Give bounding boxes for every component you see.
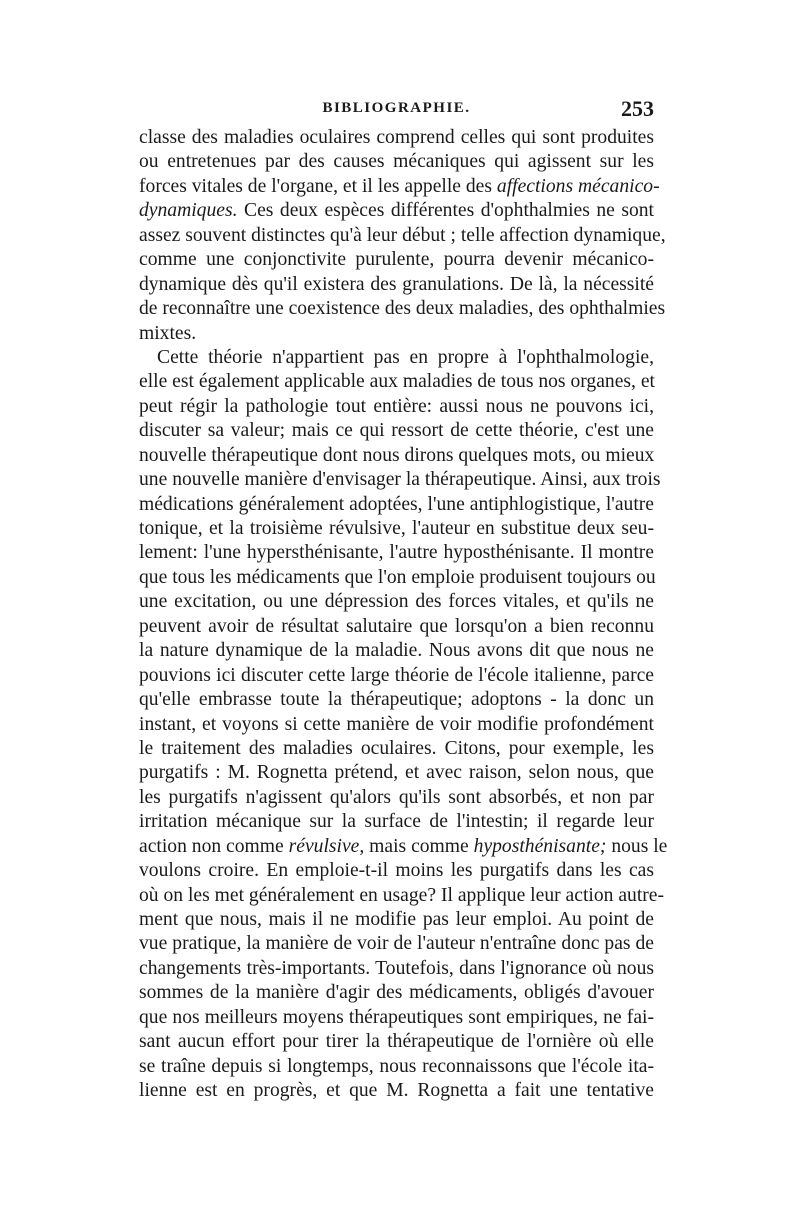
text-run: Cette théorie n'appartient pas en propre à l'ophthalmologie, bbox=[157, 346, 654, 368]
text-run: où on les met généralement en usage? Il applique leur action autre- bbox=[139, 884, 665, 906]
text-run: le traitement des maladies oculaires. Citons, pour exemple, les bbox=[139, 737, 654, 759]
text-run: mais comme bbox=[364, 835, 474, 857]
text-run: vue pratique, la manière de voir de l'auteur n'entraîne donc pas de bbox=[139, 933, 654, 955]
text-run: assez souvent distinctes qu'à leur début ; telle affection dynamique, bbox=[139, 224, 666, 246]
paragraph bbox=[139, 126, 666, 346]
text-run: se traîne depuis si longtemps, nous reconnaissons que l'école ita- bbox=[139, 1055, 654, 1077]
text-run: qu'elle embrasse toute la thérapeutique; adoptons - la donc un bbox=[139, 689, 654, 711]
text-line bbox=[139, 932, 654, 956]
text-line bbox=[139, 297, 666, 321]
text-run: pouvions ici discuter cette large théorie de l'école italienne, parce bbox=[139, 664, 654, 686]
text-run: nous le bbox=[606, 835, 668, 857]
text-run: lienne est en progrès, et que M. Rognetta a fait une tentative bbox=[139, 1080, 654, 1102]
text-run: comme une conjonctivite purulente, pourra devenir mécanico- bbox=[139, 249, 654, 271]
text-run: changements très-importants. Toutefois, dans l'ignorance où nous bbox=[139, 957, 654, 979]
text-run: peut régir la pathologie tout entière: aussi nous ne pouvons ici, bbox=[139, 395, 654, 417]
text-line bbox=[139, 468, 661, 492]
text-line bbox=[139, 957, 654, 981]
text-line bbox=[139, 493, 654, 517]
text-run: forces vitales de l'organe, et il les appelle des bbox=[139, 175, 497, 197]
text-line bbox=[139, 615, 654, 639]
text-run: nouvelle thérapeutique dont nous dirons quelques mots, ou mieux bbox=[139, 444, 655, 466]
text-run: sommes de la manière d'agir des médicaments, obligés d'avouer bbox=[139, 982, 654, 1004]
text-run: médications généralement adoptées, l'une antiphlogistique, l'autre bbox=[139, 493, 654, 515]
italic-term: révulsive, bbox=[288, 835, 365, 857]
text-run: une excitation, ou une dépression des forces vitales, et qu'ils ne bbox=[139, 591, 654, 613]
text-line bbox=[139, 444, 654, 468]
text-line bbox=[139, 1055, 654, 1079]
paragraph bbox=[139, 346, 668, 1104]
text-line bbox=[139, 370, 654, 394]
text-line bbox=[139, 859, 654, 883]
text-line bbox=[139, 419, 654, 443]
text-line bbox=[139, 224, 666, 248]
text-line bbox=[139, 664, 654, 688]
text-run: instant, et voyons si cette manière de voir modifie profondément bbox=[139, 713, 654, 735]
text-run: une nouvelle manière d'envisager la thérapeutique. Ainsi, aux trois bbox=[139, 469, 661, 491]
text-run: discuter sa valeur; mais ce qui ressort de cette théorie, c'est une bbox=[139, 420, 654, 442]
text-run: ou entretenues par des causes mécaniques qui agissent sur les bbox=[139, 151, 654, 173]
text-run: Ces deux espèces différentes d'ophthalmies ne sont bbox=[237, 200, 654, 222]
text-run: sant aucun effort pour tirer la thérapeutique de l'ornière où elle bbox=[139, 1031, 654, 1053]
text-run: mixtes. bbox=[139, 322, 197, 344]
page-number: 253 bbox=[621, 96, 654, 121]
text-run: la nature dynamique de la maladie. Nous avons dit que nous ne bbox=[139, 640, 654, 662]
text-line bbox=[139, 273, 654, 297]
text-run: action non comme bbox=[139, 835, 289, 857]
text-run: purgatifs : M. Rognetta prétend, et avec raison, selon nous, que bbox=[139, 762, 654, 784]
text-line bbox=[139, 346, 654, 370]
text-line bbox=[139, 175, 660, 199]
running-head: BIBLIOGRAPHIE. bbox=[322, 100, 471, 116]
text-line bbox=[139, 150, 654, 174]
text-run: que nos meilleurs moyens thérapeutiques sont empiriques, ne fai- bbox=[139, 1006, 654, 1028]
text-line bbox=[139, 590, 654, 614]
text-line bbox=[139, 126, 654, 150]
text-run: elle est également applicable aux maladies de tous nos organes, et bbox=[139, 371, 655, 393]
text-line bbox=[139, 981, 654, 1005]
text-run: classe des maladies oculaires comprend celles qui sont produites bbox=[139, 127, 654, 148]
text-run: irritation mécanique sur la surface de l'intestin; il regarde leur bbox=[139, 811, 654, 833]
text-run: lement: l'une hypersthénisante, l'autre hyposthénisante. Il montre bbox=[139, 542, 654, 564]
text-line bbox=[139, 639, 654, 663]
text-line bbox=[139, 517, 654, 541]
text-line bbox=[139, 1006, 654, 1030]
body-text bbox=[139, 126, 668, 1104]
text-run: de reconnaître une coexistence des deux maladies, des ophthalmies bbox=[139, 298, 666, 320]
text-line bbox=[139, 1079, 654, 1103]
text-line bbox=[139, 248, 654, 272]
italic-term: dynamiques. bbox=[139, 200, 238, 222]
text-run: dynamique dès qu'il existera des granulations. De là, la nécessité bbox=[139, 273, 654, 295]
text-line bbox=[139, 1030, 654, 1054]
page-header bbox=[139, 96, 654, 126]
italic-term: affections mécanico- bbox=[496, 175, 660, 197]
text-run: voulons croire. En emploie-t-il moins les purgatifs dans les cas bbox=[139, 860, 654, 882]
text-line bbox=[139, 199, 654, 223]
text-run: que tous les médicaments que l'on emploie produisent toujours ou bbox=[139, 566, 656, 588]
text-line bbox=[139, 541, 654, 565]
text-line bbox=[139, 395, 654, 419]
text-run: peuvent avoir de résultat salutaire que lorsqu'on a bien reconnu bbox=[139, 615, 654, 637]
italic-term: hyposthénisante; bbox=[473, 835, 607, 857]
text-line bbox=[139, 908, 654, 932]
text-run: les purgatifs n'agissent qu'alors qu'ils sont absorbés, et non par bbox=[139, 786, 654, 808]
text-line bbox=[139, 810, 654, 834]
text-line bbox=[139, 786, 654, 810]
text-line bbox=[139, 737, 654, 761]
text-line bbox=[139, 688, 654, 712]
text-run: tonique, et la troisième révulsive, l'auteur en substitue deux seu- bbox=[139, 518, 654, 539]
text-line bbox=[139, 884, 665, 908]
text-line bbox=[139, 322, 654, 346]
text-line bbox=[139, 761, 654, 785]
text-line bbox=[139, 566, 654, 590]
text-line bbox=[139, 835, 668, 859]
text-run: ment que nous, mais il ne modifie pas leur emploi. Au point de bbox=[139, 909, 654, 930]
text-line bbox=[139, 713, 654, 737]
